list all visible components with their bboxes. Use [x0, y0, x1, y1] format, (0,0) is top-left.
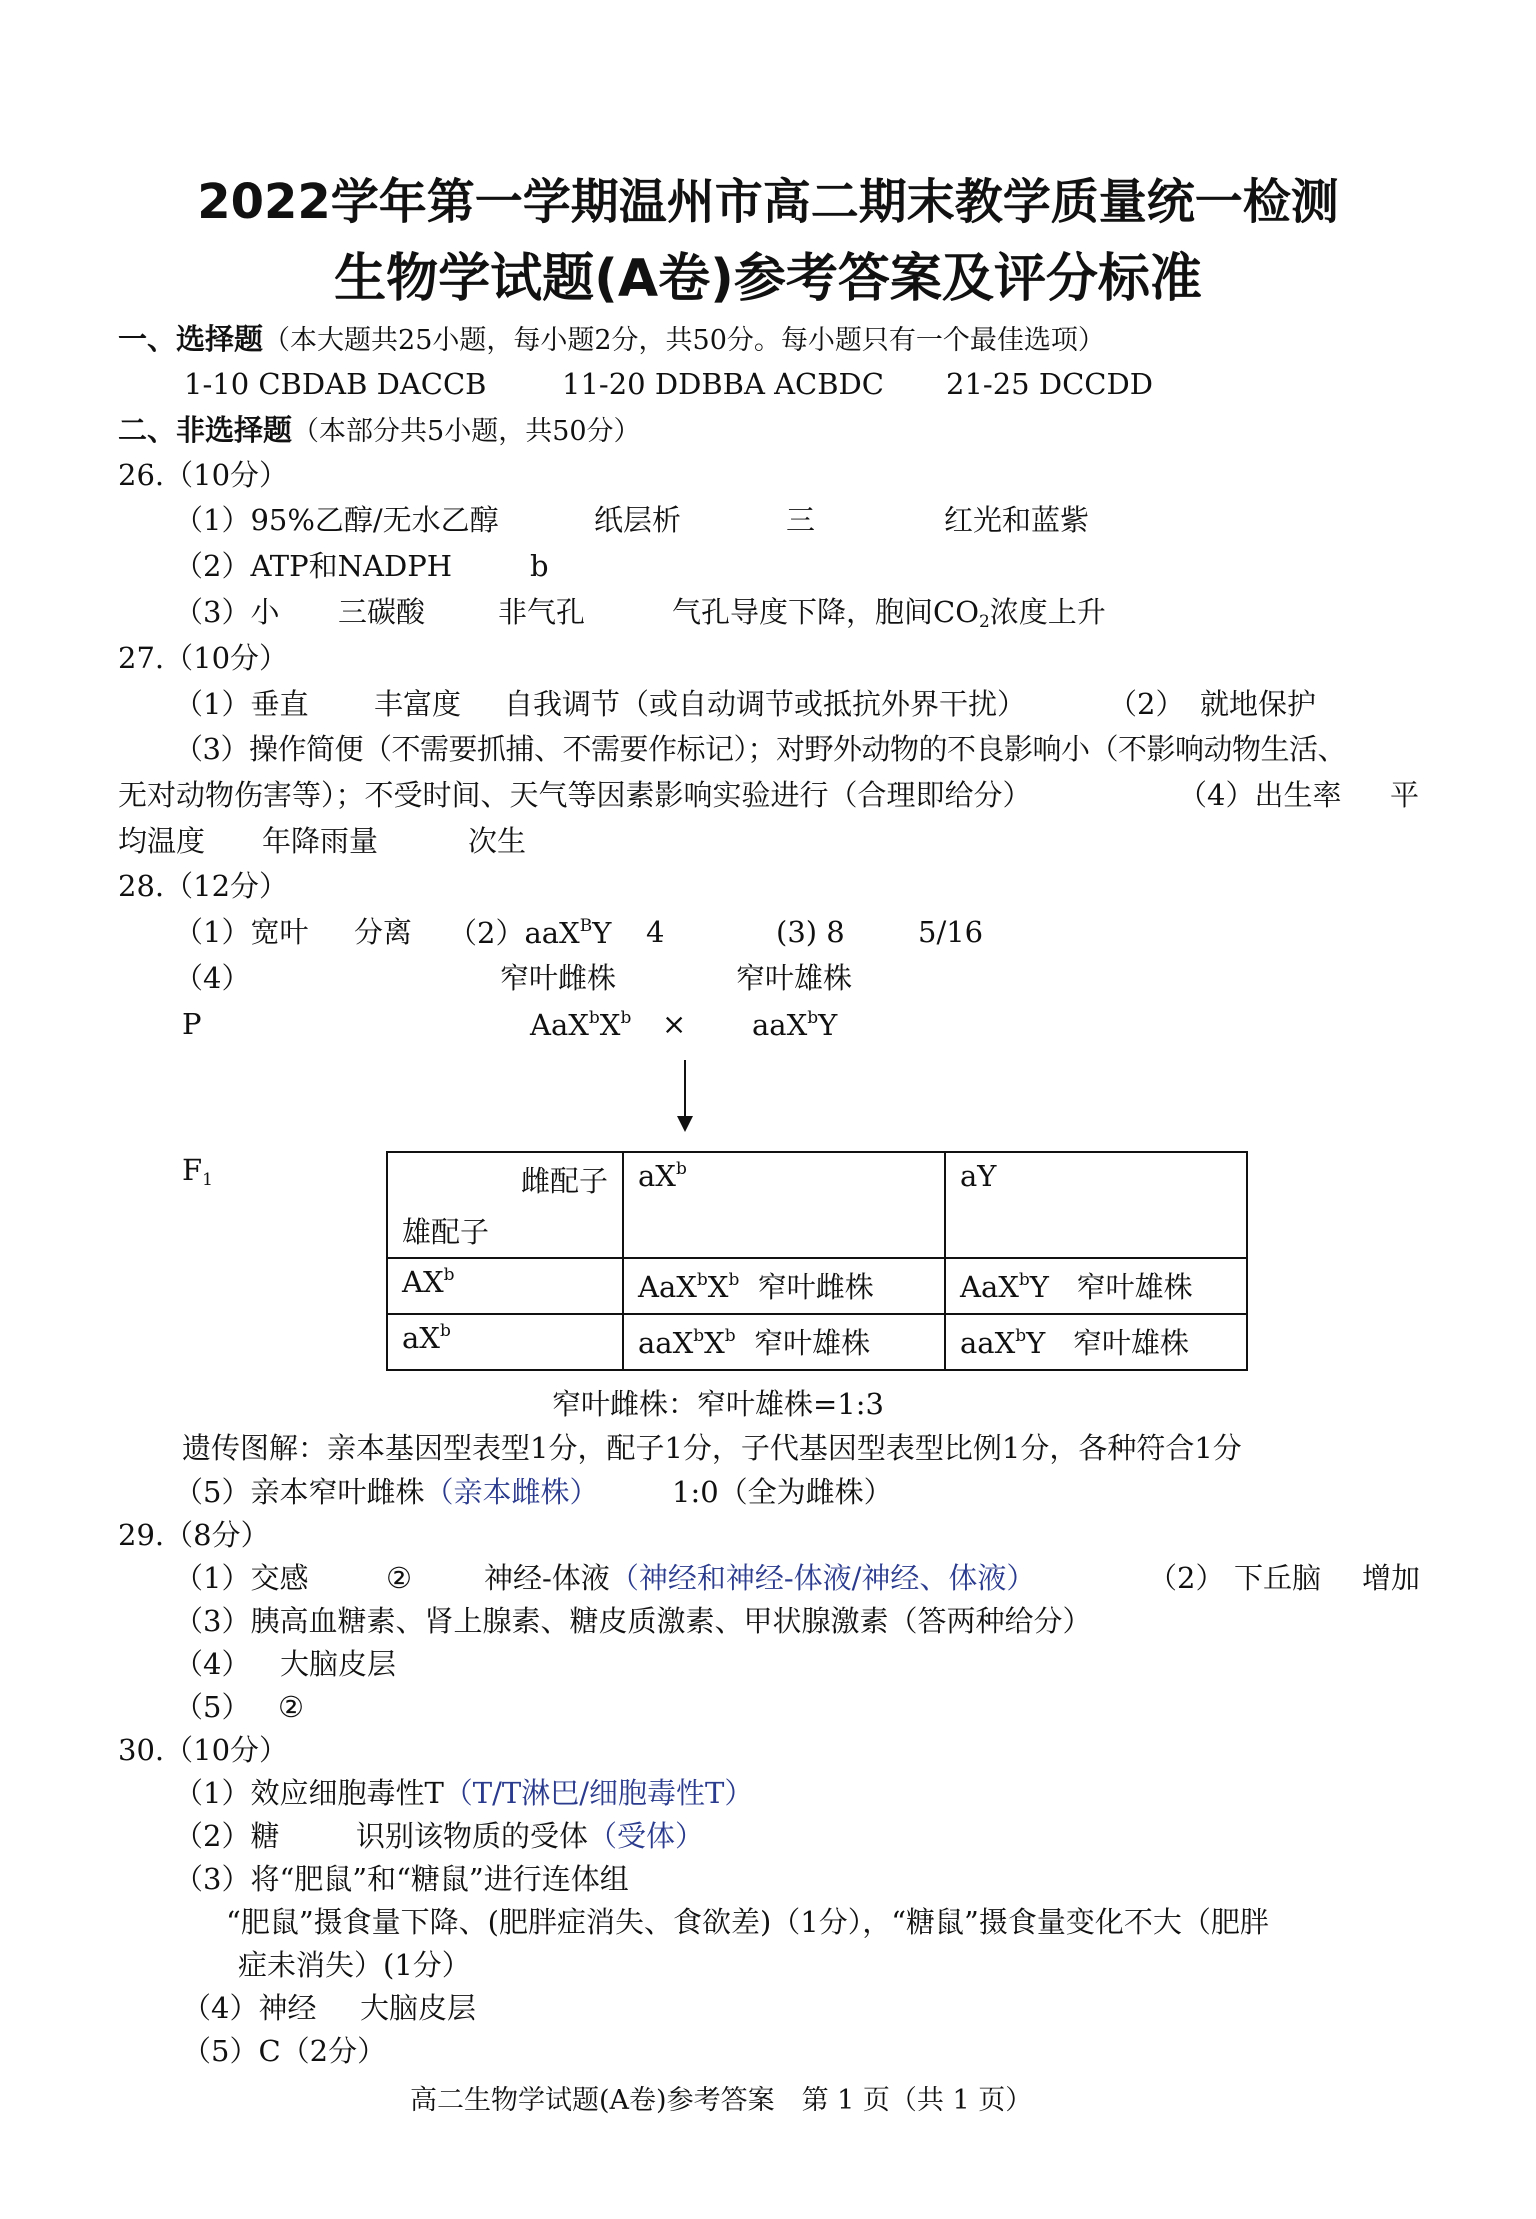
- gamete-sup: b: [439, 1321, 451, 1341]
- q26-a2-products: （2）ATP和NADPH: [174, 549, 453, 583]
- genotype-part: aaX: [960, 1326, 1016, 1360]
- cross-arrow-head: [677, 1116, 693, 1132]
- q28-a5-ratio: 1:0（全为雌株）: [672, 1475, 893, 1509]
- mc-answers-1-10: 1-10 CBDAB DACCB: [184, 367, 487, 401]
- offspring-ratio: 窄叶雌株：窄叶雄株=1:3: [552, 1387, 884, 1421]
- gamete-sup: b: [675, 1159, 687, 1179]
- q28-a2-genotype-base: （2）aaX: [448, 916, 580, 950]
- q29-a1-regulation: [484, 1561, 1036, 1595]
- mc-answers-21-25: 21-25 DCCDD: [946, 367, 1153, 401]
- mc-answers-11-20: 11-20 DDBBA ACBDC: [562, 367, 884, 401]
- q27-a1-vertical: （1）垂直: [174, 687, 309, 721]
- genotype-part: X: [599, 1008, 621, 1042]
- gamete-text: AX: [402, 1265, 444, 1299]
- offspring-phenotype: 窄叶雌株: [757, 1270, 874, 1304]
- table-row: [387, 1152, 1247, 1258]
- f1-label: [182, 1153, 213, 1190]
- q27-a2-label: （2）: [1108, 687, 1185, 721]
- section2-heading: 二、非选择题: [118, 413, 293, 447]
- q27-a2-protection: 就地保护: [1200, 687, 1317, 721]
- q27-a3-line1: （3）操作简便（不需要抓捕、不需要作标记）；对野外动物的不良影响小（不影响动物生活、: [174, 732, 1346, 766]
- offspring-phenotype: 窄叶雄株: [1076, 1270, 1193, 1304]
- p-generation-label: P: [182, 1007, 202, 1041]
- q28-a3-fraction: 5/16: [918, 915, 984, 949]
- q29-a4-label: （4）: [174, 1647, 251, 1681]
- genotype-sup: b: [724, 1326, 736, 1346]
- q28-a3-count: (3) 8: [776, 915, 845, 949]
- female-gamete-header: 雌配子: [520, 1164, 608, 1198]
- offspring-cell: [623, 1258, 945, 1314]
- exam-title: 2022学年第一学期温州市高二期末教学质量统一检测: [197, 174, 1339, 230]
- f1-subscript: 1: [202, 1170, 213, 1190]
- parent-male-phenotype: 窄叶雄株: [736, 961, 853, 995]
- cross-symbol: ×: [662, 1007, 687, 1041]
- genotype-sup: b: [620, 1008, 632, 1028]
- genotype-part: Y: [1026, 1326, 1046, 1360]
- q30-a3-line2: “肥鼠”摄食量下降、(肥胖症消失、食欲差)（1分），“糖鼠”摄食量变化不大（肥胖: [226, 1905, 1269, 1939]
- genotype-part: X: [707, 1270, 729, 1304]
- genotype-sup: b: [1018, 1270, 1030, 1290]
- q28-a5-answer: （5）亲本窄叶雌株: [174, 1475, 425, 1509]
- offspring-phenotype: 窄叶雄株: [1072, 1326, 1189, 1360]
- q29-a5-label: （5）: [174, 1690, 251, 1724]
- section2-note: （本部分共5小题，共50分）: [292, 416, 641, 447]
- q27-a4-secondary: 次生: [468, 824, 527, 858]
- table-row: [387, 1314, 1247, 1370]
- q30-a4-nerve: （4）神经: [182, 1991, 317, 2025]
- q26-a3-c3: 三碳酸: [338, 595, 426, 629]
- q27-a4-avg-temp: 均温度: [118, 824, 206, 858]
- gamete-text: aX: [638, 1159, 676, 1193]
- offspring-cell: [623, 1314, 945, 1370]
- section2-heading-line: [118, 413, 641, 447]
- genotype-sup: b: [807, 1008, 819, 1028]
- genotype-sup: b: [728, 1270, 740, 1290]
- q28-a2-count: 4: [646, 915, 665, 949]
- genotype-part: Y: [818, 1008, 838, 1042]
- q30-a1-alt: （T/T淋巴/细胞毒性T）: [443, 1776, 754, 1810]
- q28-head: 28.（12分）: [118, 869, 289, 903]
- cross-arrow-shaft: [684, 1060, 686, 1122]
- q28-a4-label: （4）: [174, 961, 251, 995]
- genotype-part: AaX: [960, 1270, 1019, 1304]
- q27-a4-rainfall: 年降雨量: [262, 824, 379, 858]
- male-gamete-header: 雄配子: [402, 1215, 490, 1249]
- q26-a1-light: 红光和蓝紫: [944, 503, 1090, 537]
- q29-a3: （3）胰高血糖素、肾上腺素、糖皮质激素、甲状腺激素（答两种给分）: [174, 1604, 1092, 1638]
- q29-head: 29.（8分）: [118, 1518, 270, 1552]
- q26-head: 26.（10分）: [118, 458, 289, 492]
- q29-a2-increase: 增加: [1362, 1561, 1421, 1595]
- q27-a1-regulation: 自我调节（或自动调节或抵抗外界干扰）: [504, 687, 1027, 721]
- q29-a2-label: （2）: [1148, 1561, 1225, 1595]
- q30-head: 30.（10分）: [118, 1733, 289, 1767]
- gamete-text: aX: [402, 1321, 440, 1355]
- q29-a5-answer: ②: [278, 1690, 304, 1724]
- genotype-sup: b: [1015, 1326, 1027, 1346]
- q30-a2-answer: 识别该物质的受体: [356, 1819, 589, 1853]
- genotype-part: AaX: [638, 1270, 697, 1304]
- q27-a4-birthrate: （4）出生率: [1178, 778, 1342, 812]
- table-corner-cell: [387, 1152, 623, 1258]
- q28-a1-wide-leaf: （1）宽叶: [174, 915, 309, 949]
- female-gamete-1: [623, 1152, 945, 1258]
- section1-heading: 一、选择题: [118, 322, 264, 356]
- q26-a3-reason-tail: 浓度上升: [989, 595, 1106, 629]
- q26-a1-method: 纸层析: [594, 503, 682, 537]
- q30-a2-sugar: （2）糖: [174, 1819, 280, 1853]
- q26-a1-count: 三: [786, 503, 816, 537]
- q26-a3-reason: [672, 595, 1106, 632]
- q30-a1-answer: （1）效应细胞毒性T: [174, 1776, 444, 1810]
- q30-a3: （3）将“肥鼠”和“糖鼠”进行连体组: [174, 1862, 629, 1896]
- parent-female-genotype: [530, 1010, 631, 1040]
- female-gamete-2: aY: [945, 1152, 1247, 1258]
- parent-male-genotype: [752, 1010, 837, 1040]
- genotype-part: Y: [1029, 1270, 1049, 1304]
- table-row: [387, 1258, 1247, 1314]
- q30-a2-receptor: [356, 1819, 705, 1853]
- genotype-sup: b: [693, 1326, 705, 1346]
- q28-scoring-note: 遗传图解：亲本基因型表型1分，配子1分，子代基因型表型比例1分，各种符合1分: [182, 1431, 1242, 1465]
- q26-a3-nonstomatal: 非气孔: [498, 595, 586, 629]
- q27-a4-avg-start: 平: [1390, 778, 1420, 812]
- genotype-sup: b: [588, 1008, 600, 1028]
- co2-subscript: 2: [978, 612, 990, 632]
- q28-a2-superscript: B: [579, 916, 593, 936]
- q26-a2-letter: b: [530, 549, 549, 583]
- genotype-part: aaX: [752, 1008, 808, 1042]
- q30-a5: （5）C（2分）: [182, 2034, 387, 2068]
- q28-a2-genotype-y: Y: [592, 916, 612, 950]
- q30-a4-cortex: 大脑皮层: [360, 1991, 477, 2025]
- q26-a1-solvent: （1）95%乙醇/无水乙醇: [174, 503, 499, 537]
- answer-key-title: 生物学试题(A卷)参考答案及评分标准: [334, 249, 1202, 309]
- offspring-cell: [945, 1314, 1247, 1370]
- q27-head: 27.（10分）: [118, 641, 289, 675]
- gamete-sup: b: [443, 1265, 455, 1285]
- f1-letter: F: [182, 1153, 203, 1187]
- male-gamete-2: [387, 1314, 623, 1370]
- q27-a1-richness: 丰富度: [374, 687, 462, 721]
- q26-a3-small: （3）小: [174, 595, 280, 629]
- q30-a3-line3: 症未消失）(1分）: [238, 1948, 471, 1982]
- q30-a2-alt: （受体）: [588, 1819, 705, 1853]
- parent-female-phenotype: 窄叶雌株: [500, 961, 617, 995]
- genotype-part: X: [704, 1326, 725, 1360]
- q29-a1-answer: 神经-体液: [484, 1561, 610, 1595]
- q28-a1-segregation: 分离: [354, 915, 413, 949]
- genotype-part: AaX: [530, 1008, 589, 1042]
- genotype-part: aaX: [638, 1326, 694, 1360]
- section1-heading-line: [118, 322, 1105, 356]
- offspring-phenotype: 窄叶雄株: [754, 1326, 871, 1360]
- q29-a2-hypothalamus: 下丘脑: [1234, 1561, 1322, 1595]
- q30-a1: [174, 1776, 754, 1810]
- page-footer: 高二生物学试题(A卷)参考答案 第 1 页（共 1 页）: [410, 2085, 1033, 2116]
- q28-a5-alt: （亲本雌株）: [424, 1475, 599, 1509]
- male-gamete-1: [387, 1258, 623, 1314]
- offspring-cell: [945, 1258, 1247, 1314]
- q26-a3-reason-text: 气孔导度下降，胞间CO: [672, 595, 979, 629]
- q29-a1-alt: （神经和神经-体液/神经、体液）: [609, 1561, 1036, 1595]
- punnett-square: [386, 1151, 1248, 1371]
- q29-a1-circle: ②: [386, 1561, 412, 1595]
- q28-a5: [174, 1475, 599, 1509]
- section1-note: （本大题共25小题，每小题2分，共50分。每小题只有一个最佳选项）: [263, 325, 1105, 356]
- q27-a3-line2: 无对动物伤害等）；不受时间、天气等因素影响实验进行（合理即给分）: [118, 778, 1032, 812]
- q29-a1-sympathetic: （1）交感: [174, 1561, 309, 1595]
- genotype-sup: b: [696, 1270, 708, 1290]
- q29-a4-answer: 大脑皮层: [280, 1647, 397, 1681]
- q28-a2-genotype: [448, 918, 611, 948]
